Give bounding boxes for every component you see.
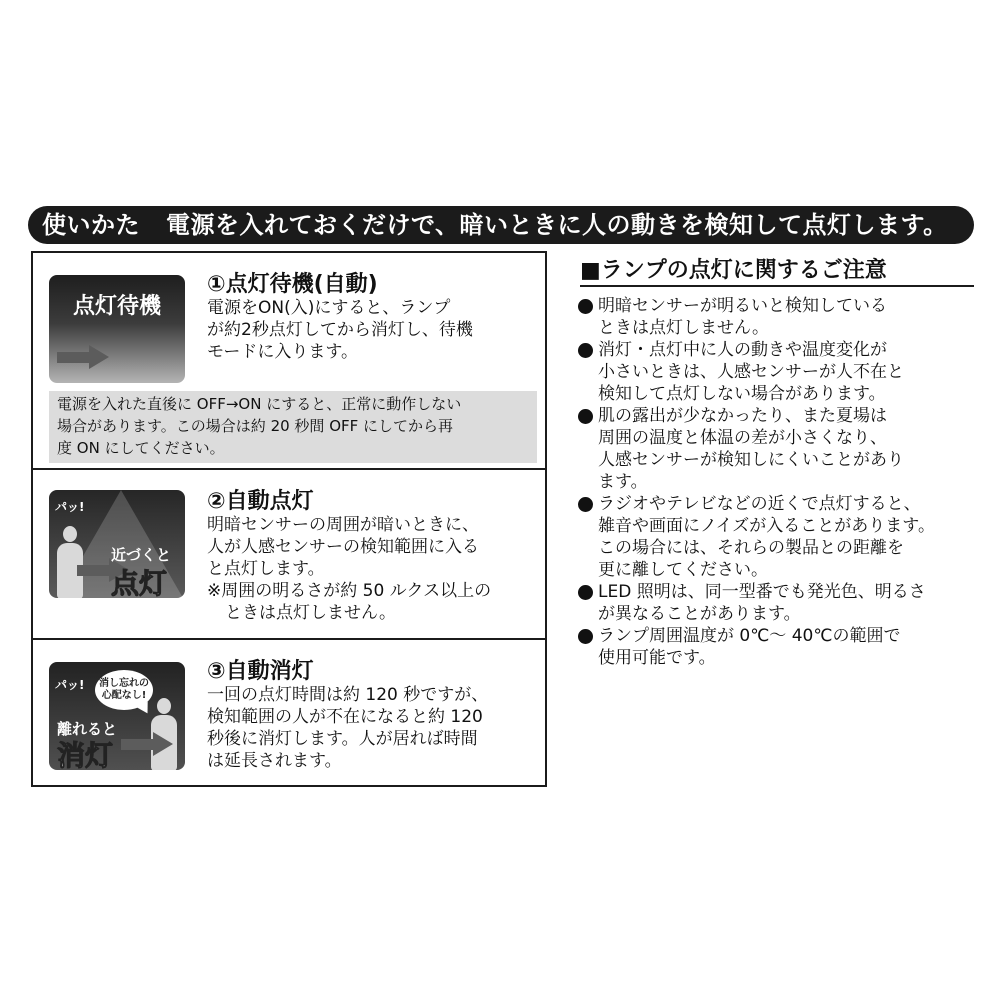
section-auto-on [33, 470, 545, 640]
body-line: ※周囲の明るさが約 50 ルクス以上の [207, 581, 492, 601]
auto-on-illustration [49, 490, 185, 598]
caution-line: 周囲の温度と体温の差が小さくなり、 [598, 428, 887, 448]
note-line: 場合があります。この場合は約 20 秒間 OFF にしてから再 [57, 417, 454, 435]
caution-line: 小さいときは、人感センサーが人不在と [598, 362, 904, 382]
flash-text: パッ! [55, 500, 85, 514]
section-title: ②自動点灯 [207, 489, 314, 514]
light-off-text: 消灯 [57, 739, 114, 770]
caution-line: が異なることがあります。 [598, 604, 801, 624]
caution-line: LED 照明は、同一型番でも発光色、明るさ [598, 582, 926, 602]
caution-item [578, 625, 978, 669]
approach-text: 近づくと [111, 546, 172, 564]
caution-title: ■ランプの点灯に関するご注意 [580, 253, 974, 287]
caution-item [578, 405, 978, 493]
usage-banner [28, 206, 974, 244]
banner-text: 電源を入れておくだけで、暗いときに人の動きを検知して点灯します。 [166, 211, 948, 239]
caution-item [578, 581, 978, 625]
flash-text: パッ! [55, 678, 85, 692]
bullet-icon [578, 409, 593, 424]
bullet-icon [578, 497, 593, 512]
body-line: 秒後に消灯します。人が居れば時間 [207, 729, 478, 749]
caution-line: 検知して点灯しない場合があります。 [598, 384, 886, 404]
caution-item [578, 493, 978, 581]
body-line: モードに入ります。 [207, 342, 358, 362]
body-line: 人が人感センサーの検知範囲に入る [207, 537, 479, 557]
section-body [207, 297, 547, 363]
section-auto-off [33, 640, 545, 785]
body-line: 電源をON(入)にすると、ランプ [207, 298, 451, 318]
bullet-icon [578, 585, 593, 600]
bullet-icon [578, 299, 593, 314]
caution-line: 人感センサーが検知しにくいことがあり [598, 450, 904, 470]
caution-line: ときは点灯しません。 [598, 318, 770, 338]
bubble-line: 心配なし! [101, 690, 147, 701]
speech-bubble [95, 670, 153, 710]
caution-line: 明暗センサーが明るいと検知している [598, 296, 887, 316]
body-line: 明暗センサーの周囲が暗いときに、 [207, 515, 479, 535]
section-title: ①点灯待機(自動) [207, 272, 378, 297]
standby-illustration [49, 275, 185, 383]
light-on-text: 点灯 [111, 567, 168, 598]
bubble-line: 消し忘れの [99, 678, 149, 689]
caution-line: 使用可能です。 [598, 648, 716, 668]
caution-item [578, 295, 978, 339]
caution-line: ラジオやテレビなどの近くで点灯すると、 [598, 494, 921, 514]
body-line: が約2秒点灯してから消灯し、待機 [207, 320, 473, 340]
body-line: は延長されます。 [207, 751, 342, 771]
banner-label: 使いかた [42, 211, 140, 239]
auto-off-illustration [49, 662, 185, 770]
caution-line: ランプ周囲温度が 0℃〜 40℃の範囲で [598, 626, 901, 646]
person-icon [55, 526, 85, 598]
caution-item [578, 339, 978, 405]
body-line: 一回の点灯時間は約 120 秒ですが、 [207, 685, 489, 705]
section-title: ③自動消灯 [207, 659, 314, 684]
note-line: 電源を入れた直後に OFF→ON にすると、正常に動作しない [57, 395, 462, 413]
startup-note [49, 391, 537, 463]
caution-list [578, 295, 978, 669]
body-line: と点灯します。 [207, 559, 325, 579]
body-line: ときは点灯しません。 [225, 603, 397, 623]
section-body [207, 684, 547, 772]
body-line: 検知範囲の人が不在になると約 120 [207, 707, 483, 727]
standby-thumb-label: 点灯待機 [72, 294, 161, 319]
section-body [207, 514, 547, 624]
caution-line: 肌の露出が少なかったり、また夏場は [598, 406, 887, 426]
caution-line: 更に離してください。 [598, 560, 768, 580]
leave-text: 離れると [57, 720, 118, 738]
usage-panel [31, 251, 547, 787]
bullet-icon [578, 343, 593, 358]
caution-line: 消灯・点灯中に人の動きや温度変化が [598, 340, 887, 360]
caution-line: この場合には、それらの製品との距離を [598, 538, 904, 558]
caution-line: 雑音や画面にノイズが入ることがあります。 [598, 516, 935, 536]
section-standby [33, 253, 545, 470]
note-line: 度 ON にしてください。 [57, 439, 225, 457]
caution-line: ます。 [598, 472, 648, 492]
bullet-icon [578, 629, 593, 644]
